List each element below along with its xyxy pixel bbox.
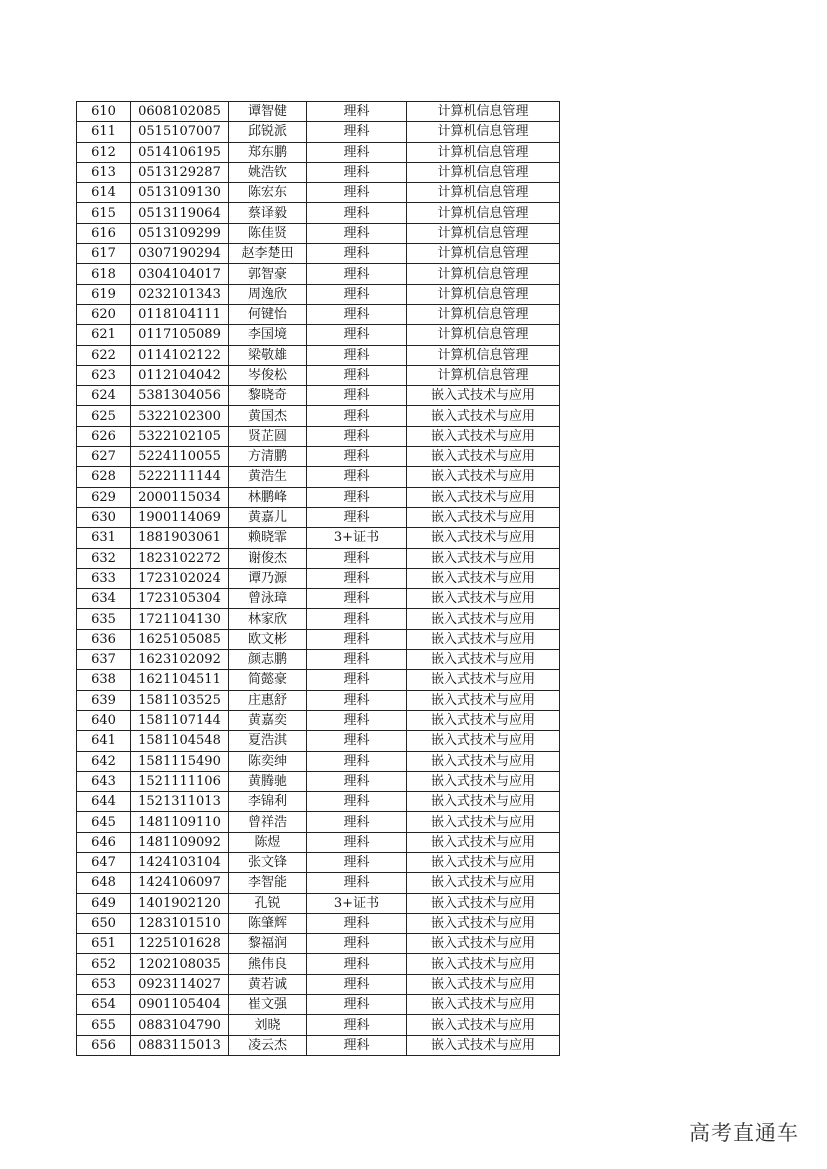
student-name-cell: 姚浩钦 xyxy=(229,162,307,182)
major-cell: 计算机信息管理 xyxy=(407,284,560,304)
major-cell: 计算机信息管理 xyxy=(407,244,560,264)
student-name-cell: 曾祥浩 xyxy=(229,812,307,832)
subject-category-cell: 理科 xyxy=(307,406,407,426)
subject-category-cell: 理科 xyxy=(307,304,407,324)
row-number-cell: 638 xyxy=(77,670,131,690)
table-row xyxy=(77,751,560,771)
subject-category-cell: 理科 xyxy=(307,954,407,974)
student-name-cell: 黄嘉儿 xyxy=(229,507,307,527)
subject-category-cell: 理科 xyxy=(307,852,407,872)
student-name-cell: 邱锐派 xyxy=(229,122,307,142)
candidate-id-cell: 1283101510 xyxy=(131,913,229,933)
table-row xyxy=(77,690,560,710)
student-name-cell: 李锦利 xyxy=(229,792,307,812)
table-row xyxy=(77,304,560,324)
subject-category-cell: 理科 xyxy=(307,568,407,588)
student-name-cell: 陈佳贤 xyxy=(229,223,307,243)
major-cell: 嵌入式技术与应用 xyxy=(407,893,560,913)
row-number-cell: 644 xyxy=(77,792,131,812)
student-name-cell: 谭乃源 xyxy=(229,568,307,588)
row-number-cell: 642 xyxy=(77,751,131,771)
table-row xyxy=(77,467,560,487)
row-number-cell: 636 xyxy=(77,629,131,649)
table-row xyxy=(77,507,560,527)
candidate-id-cell: 0514106195 xyxy=(131,142,229,162)
student-name-cell: 李智能 xyxy=(229,873,307,893)
major-cell: 计算机信息管理 xyxy=(407,102,560,122)
student-name-cell: 林鹏峰 xyxy=(229,487,307,507)
major-cell: 嵌入式技术与应用 xyxy=(407,731,560,751)
student-name-cell: 黎福润 xyxy=(229,934,307,954)
major-cell: 计算机信息管理 xyxy=(407,162,560,182)
table-row xyxy=(77,183,560,203)
table-row xyxy=(77,812,560,832)
table-row xyxy=(77,731,560,751)
table-row xyxy=(77,325,560,345)
table-row xyxy=(77,426,560,446)
table-row xyxy=(77,710,560,730)
candidate-id-cell: 0923114027 xyxy=(131,974,229,994)
student-name-cell: 何键怡 xyxy=(229,304,307,324)
subject-category-cell: 3+证书 xyxy=(307,528,407,548)
major-cell: 计算机信息管理 xyxy=(407,122,560,142)
subject-category-cell: 3+证书 xyxy=(307,893,407,913)
major-cell: 嵌入式技术与应用 xyxy=(407,792,560,812)
candidate-id-cell: 1900114069 xyxy=(131,507,229,527)
table-row xyxy=(77,447,560,467)
subject-category-cell: 理科 xyxy=(307,223,407,243)
student-name-cell: 李国境 xyxy=(229,325,307,345)
row-number-cell: 626 xyxy=(77,426,131,446)
candidate-id-cell: 1581115490 xyxy=(131,751,229,771)
subject-category-cell: 理科 xyxy=(307,710,407,730)
table-row xyxy=(77,365,560,385)
subject-category-cell: 理科 xyxy=(307,102,407,122)
candidate-id-cell: 1481109110 xyxy=(131,812,229,832)
row-number-cell: 655 xyxy=(77,1015,131,1035)
candidate-id-cell: 0513119064 xyxy=(131,203,229,223)
student-name-cell: 张文锋 xyxy=(229,852,307,872)
candidate-id-cell: 0608102085 xyxy=(131,102,229,122)
student-name-cell: 曾泳璋 xyxy=(229,589,307,609)
student-name-cell: 梁敬雄 xyxy=(229,345,307,365)
table-row xyxy=(77,873,560,893)
subject-category-cell: 理科 xyxy=(307,792,407,812)
subject-category-cell: 理科 xyxy=(307,467,407,487)
table-row xyxy=(77,528,560,548)
major-cell: 嵌入式技术与应用 xyxy=(407,670,560,690)
major-cell: 嵌入式技术与应用 xyxy=(407,954,560,974)
major-cell: 嵌入式技术与应用 xyxy=(407,629,560,649)
major-cell: 嵌入式技术与应用 xyxy=(407,974,560,994)
row-number-cell: 656 xyxy=(77,1035,131,1055)
candidate-id-cell: 1481109092 xyxy=(131,832,229,852)
student-name-cell: 岑俊松 xyxy=(229,365,307,385)
candidate-id-cell: 0117105089 xyxy=(131,325,229,345)
subject-category-cell: 理科 xyxy=(307,629,407,649)
row-number-cell: 620 xyxy=(77,304,131,324)
major-cell: 嵌入式技术与应用 xyxy=(407,832,560,852)
row-number-cell: 611 xyxy=(77,122,131,142)
major-cell: 嵌入式技术与应用 xyxy=(407,812,560,832)
major-cell: 嵌入式技术与应用 xyxy=(407,771,560,791)
student-name-cell: 林家欣 xyxy=(229,609,307,629)
major-cell: 嵌入式技术与应用 xyxy=(407,710,560,730)
student-name-cell: 赵李楚田 xyxy=(229,244,307,264)
major-cell: 嵌入式技术与应用 xyxy=(407,507,560,527)
major-cell: 计算机信息管理 xyxy=(407,325,560,345)
table-body xyxy=(77,102,560,1056)
candidate-id-cell: 5224110055 xyxy=(131,447,229,467)
table-row xyxy=(77,142,560,162)
table-row xyxy=(77,406,560,426)
candidate-id-cell: 1723105304 xyxy=(131,589,229,609)
row-number-cell: 616 xyxy=(77,223,131,243)
major-cell: 计算机信息管理 xyxy=(407,183,560,203)
table-row xyxy=(77,345,560,365)
row-number-cell: 645 xyxy=(77,812,131,832)
major-cell: 计算机信息管理 xyxy=(407,264,560,284)
subject-category-cell: 理科 xyxy=(307,244,407,264)
subject-category-cell: 理科 xyxy=(307,365,407,385)
row-number-cell: 649 xyxy=(77,893,131,913)
major-cell: 嵌入式技术与应用 xyxy=(407,1015,560,1035)
subject-category-cell: 理科 xyxy=(307,731,407,751)
candidate-id-cell: 2000115034 xyxy=(131,487,229,507)
subject-category-cell: 理科 xyxy=(307,913,407,933)
major-cell: 嵌入式技术与应用 xyxy=(407,650,560,670)
subject-category-cell: 理科 xyxy=(307,284,407,304)
row-number-cell: 640 xyxy=(77,710,131,730)
subject-category-cell: 理科 xyxy=(307,751,407,771)
subject-category-cell: 理科 xyxy=(307,183,407,203)
candidate-id-cell: 1581103525 xyxy=(131,690,229,710)
subject-category-cell: 理科 xyxy=(307,589,407,609)
row-number-cell: 653 xyxy=(77,974,131,994)
subject-category-cell: 理科 xyxy=(307,203,407,223)
row-number-cell: 632 xyxy=(77,548,131,568)
table-row xyxy=(77,568,560,588)
student-name-cell: 贤芷圆 xyxy=(229,426,307,446)
candidate-id-cell: 1625105085 xyxy=(131,629,229,649)
major-cell: 嵌入式技术与应用 xyxy=(407,934,560,954)
candidate-id-cell: 1521311013 xyxy=(131,792,229,812)
student-name-cell: 陈煜 xyxy=(229,832,307,852)
subject-category-cell: 理科 xyxy=(307,507,407,527)
major-cell: 嵌入式技术与应用 xyxy=(407,528,560,548)
major-cell: 嵌入式技术与应用 xyxy=(407,447,560,467)
subject-category-cell: 理科 xyxy=(307,650,407,670)
student-name-cell: 庄惠舒 xyxy=(229,690,307,710)
table-row xyxy=(77,284,560,304)
table-row xyxy=(77,832,560,852)
table-row xyxy=(77,995,560,1015)
row-number-cell: 630 xyxy=(77,507,131,527)
candidate-id-cell: 0515107007 xyxy=(131,122,229,142)
major-cell: 嵌入式技术与应用 xyxy=(407,995,560,1015)
subject-category-cell: 理科 xyxy=(307,264,407,284)
table-row xyxy=(77,934,560,954)
subject-category-cell: 理科 xyxy=(307,690,407,710)
subject-category-cell: 理科 xyxy=(307,771,407,791)
major-cell: 嵌入式技术与应用 xyxy=(407,751,560,771)
subject-category-cell: 理科 xyxy=(307,1035,407,1055)
candidate-id-cell: 1225101628 xyxy=(131,934,229,954)
subject-category-cell: 理科 xyxy=(307,386,407,406)
row-number-cell: 647 xyxy=(77,852,131,872)
major-cell: 嵌入式技术与应用 xyxy=(407,487,560,507)
candidate-id-cell: 0112104042 xyxy=(131,365,229,385)
watermark: 高考直通车 xyxy=(689,1121,799,1145)
row-number-cell: 634 xyxy=(77,589,131,609)
candidate-id-cell: 1424103104 xyxy=(131,852,229,872)
student-name-cell: 黄国杰 xyxy=(229,406,307,426)
candidate-id-cell: 0304104017 xyxy=(131,264,229,284)
subject-category-cell: 理科 xyxy=(307,548,407,568)
candidate-id-cell: 0513129287 xyxy=(131,162,229,182)
candidate-id-cell: 0513109130 xyxy=(131,183,229,203)
table-row xyxy=(77,386,560,406)
table-row xyxy=(77,670,560,690)
major-cell: 嵌入式技术与应用 xyxy=(407,913,560,933)
major-cell: 嵌入式技术与应用 xyxy=(407,873,560,893)
table-row xyxy=(77,589,560,609)
row-number-cell: 646 xyxy=(77,832,131,852)
table-row xyxy=(77,771,560,791)
row-number-cell: 627 xyxy=(77,447,131,467)
major-cell: 计算机信息管理 xyxy=(407,142,560,162)
row-number-cell: 614 xyxy=(77,183,131,203)
major-cell: 嵌入式技术与应用 xyxy=(407,386,560,406)
table-row xyxy=(77,203,560,223)
candidate-id-cell: 0901105404 xyxy=(131,995,229,1015)
subject-category-cell: 理科 xyxy=(307,670,407,690)
table-row xyxy=(77,913,560,933)
table-row xyxy=(77,852,560,872)
student-name-cell: 刘晓 xyxy=(229,1015,307,1035)
row-number-cell: 631 xyxy=(77,528,131,548)
student-name-cell: 蔡译毅 xyxy=(229,203,307,223)
candidate-id-cell: 1823102272 xyxy=(131,548,229,568)
row-number-cell: 615 xyxy=(77,203,131,223)
candidate-id-cell: 0883104790 xyxy=(131,1015,229,1035)
row-number-cell: 629 xyxy=(77,487,131,507)
candidate-id-cell: 0883115013 xyxy=(131,1035,229,1055)
student-name-cell: 黄浩生 xyxy=(229,467,307,487)
row-number-cell: 651 xyxy=(77,934,131,954)
major-cell: 嵌入式技术与应用 xyxy=(407,406,560,426)
table-row xyxy=(77,162,560,182)
row-number-cell: 618 xyxy=(77,264,131,284)
candidate-id-cell: 1723102024 xyxy=(131,568,229,588)
student-name-cell: 简懿豪 xyxy=(229,670,307,690)
subject-category-cell: 理科 xyxy=(307,426,407,446)
admission-table xyxy=(76,101,560,1056)
student-name-cell: 陈宏东 xyxy=(229,183,307,203)
table-row xyxy=(77,264,560,284)
row-number-cell: 641 xyxy=(77,731,131,751)
row-number-cell: 648 xyxy=(77,873,131,893)
subject-category-cell: 理科 xyxy=(307,142,407,162)
candidate-id-cell: 5322102300 xyxy=(131,406,229,426)
candidate-id-cell: 1621104511 xyxy=(131,670,229,690)
student-name-cell: 黄若诚 xyxy=(229,974,307,994)
table-row xyxy=(77,1035,560,1055)
subject-category-cell: 理科 xyxy=(307,609,407,629)
row-number-cell: 650 xyxy=(77,913,131,933)
row-number-cell: 613 xyxy=(77,162,131,182)
table-row xyxy=(77,1015,560,1035)
major-cell: 嵌入式技术与应用 xyxy=(407,690,560,710)
major-cell: 嵌入式技术与应用 xyxy=(407,548,560,568)
table-row xyxy=(77,954,560,974)
student-name-cell: 黎晓奇 xyxy=(229,386,307,406)
subject-category-cell: 理科 xyxy=(307,934,407,954)
table-row xyxy=(77,650,560,670)
table-row xyxy=(77,609,560,629)
candidate-id-cell: 1623102092 xyxy=(131,650,229,670)
student-name-cell: 赖晓霏 xyxy=(229,528,307,548)
subject-category-cell: 理科 xyxy=(307,873,407,893)
major-cell: 计算机信息管理 xyxy=(407,203,560,223)
table-row xyxy=(77,629,560,649)
student-name-cell: 熊伟良 xyxy=(229,954,307,974)
row-number-cell: 643 xyxy=(77,771,131,791)
candidate-id-cell: 1581107144 xyxy=(131,710,229,730)
candidate-id-cell: 5381304056 xyxy=(131,386,229,406)
student-name-cell: 欧文彬 xyxy=(229,629,307,649)
row-number-cell: 623 xyxy=(77,365,131,385)
subject-category-cell: 理科 xyxy=(307,995,407,1015)
table-row xyxy=(77,223,560,243)
major-cell: 计算机信息管理 xyxy=(407,304,560,324)
row-number-cell: 612 xyxy=(77,142,131,162)
table-row xyxy=(77,792,560,812)
student-name-cell: 郑东鹏 xyxy=(229,142,307,162)
subject-category-cell: 理科 xyxy=(307,345,407,365)
major-cell: 嵌入式技术与应用 xyxy=(407,852,560,872)
major-cell: 计算机信息管理 xyxy=(407,223,560,243)
subject-category-cell: 理科 xyxy=(307,122,407,142)
table-row xyxy=(77,122,560,142)
row-number-cell: 625 xyxy=(77,406,131,426)
row-number-cell: 637 xyxy=(77,650,131,670)
major-cell: 计算机信息管理 xyxy=(407,365,560,385)
candidate-id-cell: 1401902120 xyxy=(131,893,229,913)
student-name-cell: 方清鹏 xyxy=(229,447,307,467)
candidate-id-cell: 0513109299 xyxy=(131,223,229,243)
row-number-cell: 633 xyxy=(77,568,131,588)
subject-category-cell: 理科 xyxy=(307,1015,407,1035)
row-number-cell: 622 xyxy=(77,345,131,365)
candidate-id-cell: 1202108035 xyxy=(131,954,229,974)
table-row xyxy=(77,487,560,507)
student-name-cell: 黄嘉奕 xyxy=(229,710,307,730)
subject-category-cell: 理科 xyxy=(307,487,407,507)
subject-category-cell: 理科 xyxy=(307,447,407,467)
student-name-cell: 周逸欣 xyxy=(229,284,307,304)
student-name-cell: 夏浩淇 xyxy=(229,731,307,751)
student-name-cell: 陈肇辉 xyxy=(229,913,307,933)
candidate-id-cell: 5222111144 xyxy=(131,467,229,487)
row-number-cell: 654 xyxy=(77,995,131,1015)
table-row xyxy=(77,893,560,913)
candidate-id-cell: 1521111106 xyxy=(131,771,229,791)
major-cell: 嵌入式技术与应用 xyxy=(407,568,560,588)
candidate-id-cell: 1881903061 xyxy=(131,528,229,548)
row-number-cell: 635 xyxy=(77,609,131,629)
student-name-cell: 崔文强 xyxy=(229,995,307,1015)
major-cell: 嵌入式技术与应用 xyxy=(407,467,560,487)
row-number-cell: 652 xyxy=(77,954,131,974)
table-row xyxy=(77,974,560,994)
table-row xyxy=(77,244,560,264)
student-name-cell: 凌云杰 xyxy=(229,1035,307,1055)
major-cell: 嵌入式技术与应用 xyxy=(407,589,560,609)
subject-category-cell: 理科 xyxy=(307,162,407,182)
table-row xyxy=(77,102,560,122)
subject-category-cell: 理科 xyxy=(307,832,407,852)
row-number-cell: 621 xyxy=(77,325,131,345)
major-cell: 嵌入式技术与应用 xyxy=(407,609,560,629)
subject-category-cell: 理科 xyxy=(307,812,407,832)
candidate-id-cell: 0307190294 xyxy=(131,244,229,264)
major-cell: 嵌入式技术与应用 xyxy=(407,1035,560,1055)
candidate-id-cell: 1581104548 xyxy=(131,731,229,751)
major-cell: 嵌入式技术与应用 xyxy=(407,426,560,446)
student-name-cell: 郭智豪 xyxy=(229,264,307,284)
student-name-cell: 谢俊杰 xyxy=(229,548,307,568)
row-number-cell: 624 xyxy=(77,386,131,406)
row-number-cell: 610 xyxy=(77,102,131,122)
student-name-cell: 孔锐 xyxy=(229,893,307,913)
candidate-id-cell: 0232101343 xyxy=(131,284,229,304)
row-number-cell: 628 xyxy=(77,467,131,487)
subject-category-cell: 理科 xyxy=(307,325,407,345)
student-name-cell: 陈奕绅 xyxy=(229,751,307,771)
student-name-cell: 谭智健 xyxy=(229,102,307,122)
candidate-id-cell: 0114102122 xyxy=(131,345,229,365)
candidate-id-cell: 5322102105 xyxy=(131,426,229,446)
major-cell: 计算机信息管理 xyxy=(407,345,560,365)
subject-category-cell: 理科 xyxy=(307,974,407,994)
table-row xyxy=(77,548,560,568)
candidate-id-cell: 1721104130 xyxy=(131,609,229,629)
candidate-id-cell: 1424106097 xyxy=(131,873,229,893)
row-number-cell: 619 xyxy=(77,284,131,304)
student-name-cell: 黄腾驰 xyxy=(229,771,307,791)
student-name-cell: 颜志鹏 xyxy=(229,650,307,670)
candidate-id-cell: 0118104111 xyxy=(131,304,229,324)
row-number-cell: 617 xyxy=(77,244,131,264)
row-number-cell: 639 xyxy=(77,690,131,710)
